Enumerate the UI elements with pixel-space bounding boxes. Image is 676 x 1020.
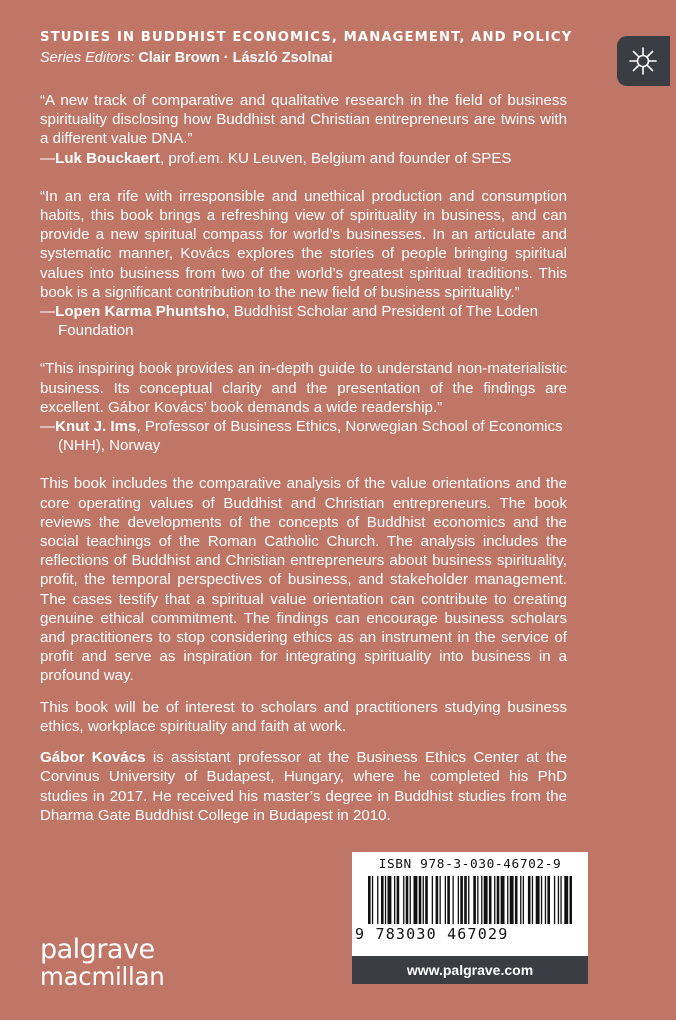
- barcode-bar: [453, 876, 454, 924]
- publisher-logo: [40, 936, 164, 990]
- barcode-bar: [468, 876, 469, 924]
- endorsement-text: “In an era rife with irresponsible and unethical production and consumption habits, this book brings a refreshing view of spirituality in business, and can provide a new spiritual compass for world’s businesses. In an articulate and systematic manner, Kovács explores the stories of people bringing spiritual values into business from two of the world’s greatest spiritual traditions. This book is a significant contribution to the new field of business spirituality.”: [40, 187, 567, 301]
- barcode-bar: [558, 876, 559, 924]
- endorser-name: Luk Bouckaert: [55, 149, 160, 167]
- series-editors-label: Series Editors:: [40, 50, 135, 66]
- endorsement-text: “A new track of comparative and qualitative research in the field of business spirituality disclosing how Buddhist and Christian entrepreneurs are twins with a different value DNA.”: [40, 92, 567, 148]
- isbn-label: ISBN 978-3-030-46702-9: [378, 857, 562, 872]
- barcode-bar: [410, 876, 411, 924]
- barcode-bar: [554, 876, 555, 924]
- barcode-bar: [528, 876, 531, 924]
- endorser-role: , Professor of Business Ethics, Norwegian School of Economics (NHH), Norway: [58, 418, 563, 455]
- barcode-bar: [385, 876, 386, 924]
- barcode-bar: [507, 876, 508, 924]
- barcode-bar: [394, 876, 395, 924]
- barcode-bar: [497, 876, 500, 924]
- barcode-bar: [419, 876, 422, 924]
- barcode-bar: [403, 876, 404, 924]
- barcode-bar: [481, 876, 482, 924]
- endorsement-attribution: —Lopen Karma Phuntsho, Buddhist Scholar and President of The Loden Foundation: [40, 303, 539, 340]
- url-band: [352, 956, 588, 984]
- barcode-bar: [423, 876, 424, 924]
- barcode-bar: [489, 876, 492, 924]
- barcode-bar: [532, 876, 533, 924]
- author-bio-text: is assistant professor at the Business Ethics Center at the Corvinus University of Budapest, Hungary, where he completed his PhD studies in 2017. He received his master’s degree in Buddhist studies from the Dharma Gate Buddhist College in Budapest in 2010.: [40, 749, 567, 824]
- barcode-bar: [520, 876, 521, 924]
- publisher-name-line2: macmillan: [40, 962, 165, 991]
- barcode-bar: [570, 876, 573, 924]
- barcode-bar: [484, 876, 488, 924]
- barcode-bar: [377, 876, 378, 924]
- barcode-bar: [388, 876, 392, 924]
- series-title: STUDIES IN BUDDHIST ECONOMICS, MANAGEMENT, AND POLICY: [40, 30, 573, 45]
- endorsement: [40, 187, 567, 341]
- barcode-bar: [541, 876, 542, 924]
- series-editors: [40, 50, 333, 66]
- barcode-bar: [564, 876, 568, 924]
- barcode-bar: [447, 876, 450, 924]
- endorsement-text: “This inspiring book provides an in-depth guide to understand non-materialistic business. Its conceptual clarity and the presentation of the findings are excellent. Gábor Kovács’ book demands a wide readership.”: [40, 360, 567, 416]
- endorser-role: , prof.em. KU Leuven, Belgium and founder of SPES: [159, 149, 512, 167]
- barcode-bar: [406, 876, 409, 924]
- endorser-role: , Buddhist Scholar and President of The Loden Foundation: [58, 303, 539, 340]
- barcode-bar: [510, 876, 514, 924]
- barcode-bar: [381, 876, 384, 924]
- publisher-name-line1: palgrave: [40, 934, 155, 965]
- barcode-bar: [523, 876, 524, 924]
- series-editors-names: Clair Brown · László Zsolnai: [138, 50, 333, 66]
- publisher-url[interactable]: www.palgrave.com: [406, 962, 534, 978]
- endorsement-attribution: —Luk Bouckaert, prof.em. KU Leuven, Belgium and founder of SPES: [40, 149, 512, 167]
- barcode-bar: [397, 876, 400, 924]
- author-name: Gábor Kovács: [40, 749, 146, 767]
- barcode-bar: [515, 876, 518, 924]
- barcode-bar: [545, 876, 546, 924]
- barcode-bar: [445, 876, 446, 924]
- barcode-bar: [473, 876, 476, 924]
- palgrave-star-icon: [627, 45, 659, 77]
- isbn-barcode-box: [352, 852, 588, 984]
- barcode-bar: [460, 876, 463, 924]
- endorsement: [40, 359, 567, 455]
- barcode-bar: [372, 876, 373, 924]
- endorsement-attribution: —Knut J. Ims, Professor of Business Ethics, Norwegian School of Economics (NHH), Norway: [40, 418, 563, 455]
- barcode-digits: 9 783030 467029: [355, 925, 509, 943]
- description-paragraph: This book includes the comparative analysis of the value orientations and the core operating values of Buddhist and Christian entrepreneurs. The book reviews the developments of the concepts of Buddhist economics and the social teachings of the Roman Catholic Church. The analysis includes the reflections of Buddhist and Christian entrepreneurs about business spirituality, profit, the temporal perspectives of business, and stakeholder management. The cases testify that a spiritual value orientation can contribute to creating genuine ethical commitment. The findings can encourage business scholars and practitioners to stop considering ethics as an instrument in the service of profit and serve as inspiration for integrating spirituality into business in a profound way.: [40, 475, 567, 685]
- barcode-bar: [547, 876, 550, 924]
- barcode-bar: [440, 876, 441, 924]
- barcode-bar: [432, 876, 433, 924]
- endorser-name: Lopen Karma Phuntsho: [55, 303, 226, 321]
- barcode-bar: [436, 876, 439, 924]
- barcode-bar: [560, 876, 561, 924]
- barcode-bar: [536, 876, 540, 924]
- barcode-bar: [425, 876, 428, 924]
- barcode-bar: [501, 876, 505, 924]
- barcode-bar: [464, 876, 467, 924]
- audience-paragraph: This book will be of interest to scholars and practitioners studying business ethics, workplace spirituality and faith at work.: [40, 698, 567, 735]
- cover-text: [40, 91, 567, 825]
- barcode-bar: [458, 876, 459, 924]
- barcode: [368, 876, 572, 928]
- barcode-bar: [494, 876, 495, 924]
- barcode-bar: [414, 876, 418, 924]
- palgrave-logo: [617, 36, 670, 86]
- endorser-name: Knut J. Ims: [55, 418, 137, 436]
- endorsement: [40, 91, 567, 168]
- barcode-bar: [368, 876, 371, 924]
- author-bio: [40, 748, 567, 825]
- barcode-bar: [477, 876, 478, 924]
